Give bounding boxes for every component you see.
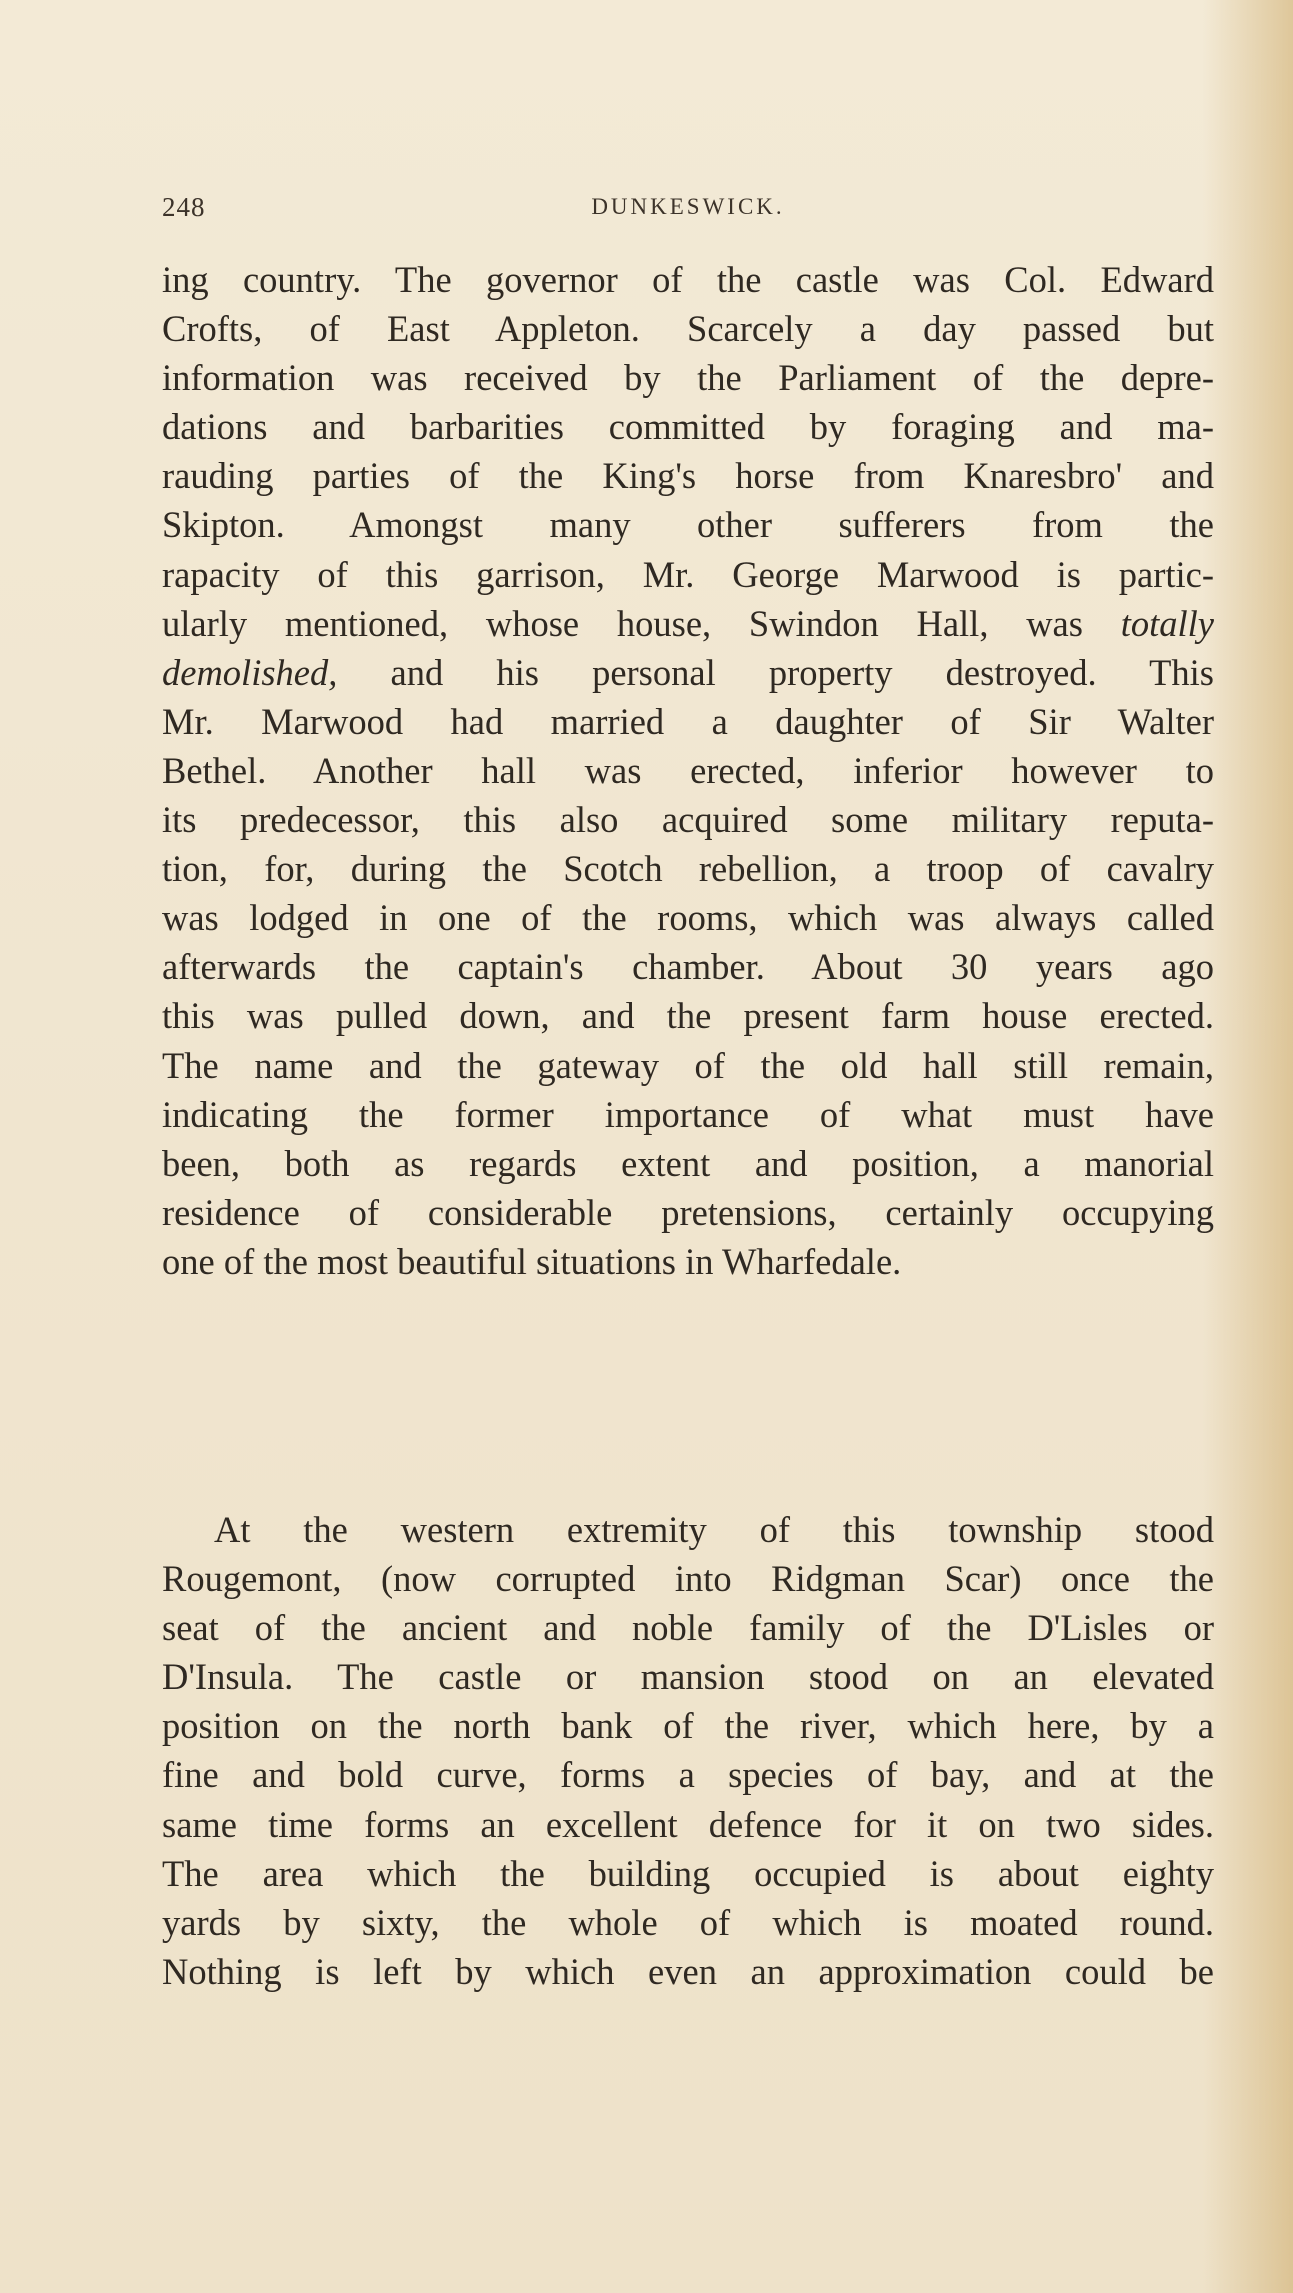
text-line: The name and the gateway of the old hall still remain, (162, 1044, 1214, 1086)
text-line: this was pulled down, and the present farm house erected. (162, 995, 1214, 1037)
text-line: position on the north bank of the river, which here, by a (162, 1705, 1214, 1747)
italic-word: totally (1120, 602, 1214, 644)
text-line: Skipton. Amongst many other sufferers from the (162, 504, 1214, 546)
text-line: Rougemont, (now corrupted into Ridgman Scar) once the (162, 1558, 1214, 1600)
text-line: rauding parties of the King's horse from Knaresbro' and (162, 455, 1214, 497)
text-line: Nothing is left by which even an approximation could be (162, 1950, 1214, 1992)
text-segment: ularly mentioned, whose house, Swindon Hall, was (162, 602, 1083, 644)
text-line: dations and barbarities committed by foraging and ma- (162, 406, 1214, 448)
text-line: seat of the ancient and noble family of the D'Lisles or (162, 1607, 1214, 1649)
text-line: fine and bold curve, forms a species of bay, and at the (162, 1754, 1214, 1796)
text-line: tion, for, during the Scotch rebellion, a troop of cavalry (162, 848, 1214, 890)
text-line-with-italic (162, 648, 1214, 697)
text-line: its predecessor, this also acquired some military reputa- (162, 799, 1214, 841)
page-number: 248 (162, 192, 206, 222)
text-line: residence of considerable pretensions, certainly occupying (162, 1191, 1214, 1233)
text-line: was lodged in one of the rooms, which was always called (162, 897, 1214, 939)
text-line: one of the most beautiful situations in Wharfedale. (162, 1240, 902, 1282)
italic-word: demolished, (162, 651, 338, 693)
text-line: Mr. Marwood had married a daughter of Sir Walter (162, 700, 1214, 742)
text-segment: and his personal property destroyed. This (390, 651, 1215, 693)
text-line-with-italic (162, 599, 1214, 648)
text-line: been, both as regards extent and position, a manorial (162, 1142, 1214, 1184)
page-header (162, 192, 1214, 232)
text-line: information was received by the Parliament of the depre- (162, 357, 1214, 399)
text-line: yards by sixty, the whole of which is moated round. (162, 1901, 1214, 1943)
paragraph-2 (162, 1505, 1214, 1996)
text-line: At the western extremity of this township stood (214, 1509, 1214, 1550)
text-line: Bethel. Another hall was erected, inferior however to (162, 749, 1214, 791)
text-line: same time forms an excellent defence for it on two sides. (162, 1803, 1214, 1845)
text-line: rapacity of this garrison, Mr. George Marwood is partic- (162, 553, 1214, 595)
paragraph-1 (162, 255, 1214, 1286)
text-line: Crofts, of East Appleton. Scarcely a day passed but (162, 308, 1214, 350)
text-line: D'Insula. The castle or mansion stood on an elevated (162, 1656, 1214, 1698)
text-line: ing country. The governor of the castle was Col. Edward (162, 259, 1214, 300)
text-line: afterwards the captain's chamber. About 30 years ago (162, 946, 1214, 988)
running-head: DUNKESWICK. (591, 194, 785, 219)
text-line: indicating the former importance of what must have (162, 1093, 1214, 1135)
text-line: The area which the building occupied is about eighty (162, 1852, 1214, 1894)
